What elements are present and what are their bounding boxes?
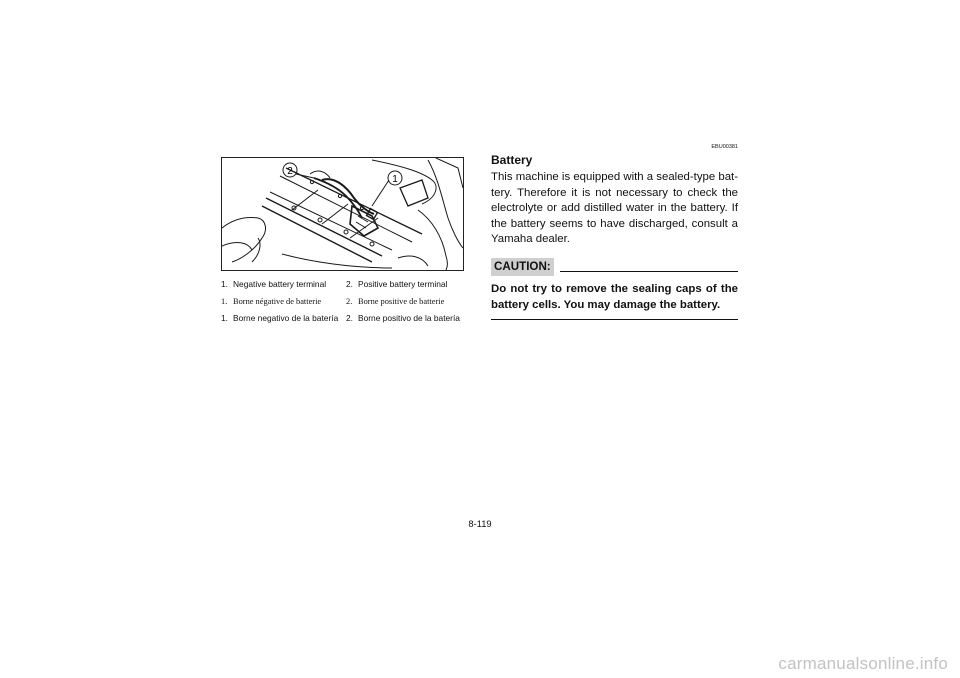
- figure-captions: [221, 277, 471, 328]
- caption-number: 2.: [346, 313, 353, 323]
- caution-rule: [560, 271, 738, 272]
- battery-drawing: [222, 158, 463, 270]
- caution-label: CAUTION:: [491, 258, 554, 276]
- callout-1: 1: [392, 174, 398, 185]
- caption-number: 2.: [346, 279, 353, 289]
- battery-illustration: [221, 157, 464, 271]
- caution-bottom-rule: [491, 319, 738, 320]
- caption-row-spanish: [221, 311, 471, 325]
- caution-header: [491, 258, 738, 276]
- caption-positive-terminal: Borne positive de batterie: [358, 296, 445, 306]
- caption-row-english: [221, 277, 471, 291]
- battery-section: [491, 143, 738, 320]
- callout-2: 2: [287, 166, 293, 177]
- caption-number: 2.: [346, 296, 353, 306]
- page-number: 8-119: [468, 518, 492, 529]
- caption-negative-terminal: Borne negativo de la batería: [233, 313, 339, 323]
- caption-positive-terminal: Borne positivo de la batería: [358, 313, 460, 323]
- section-code: EBU00381: [711, 144, 738, 150]
- caption-negative-terminal: Borne négative de batterie: [233, 296, 322, 306]
- caption-negative-terminal: Negative battery terminal: [233, 279, 327, 289]
- caption-number: 1.: [221, 313, 228, 323]
- caption-positive-terminal: Positive battery terminal: [358, 279, 448, 289]
- caption-row-french: [221, 294, 471, 308]
- section-heading: Battery: [491, 153, 533, 167]
- caution-text: Do not try to remove the sealing caps of the battery cells. You may damage the battery.: [491, 282, 738, 311]
- section-body: This machine is equipped with a sealed-type bat- tery. Therefore it is not necessary to check the electrolyte or add distilled water in the battery. If the battery seems to have discharged, consult a Yamaha dealer.: [491, 171, 738, 246]
- caption-number: 1.: [221, 279, 228, 289]
- watermark: carmanualsonline.info: [778, 654, 948, 673]
- caption-number: 1.: [221, 296, 228, 306]
